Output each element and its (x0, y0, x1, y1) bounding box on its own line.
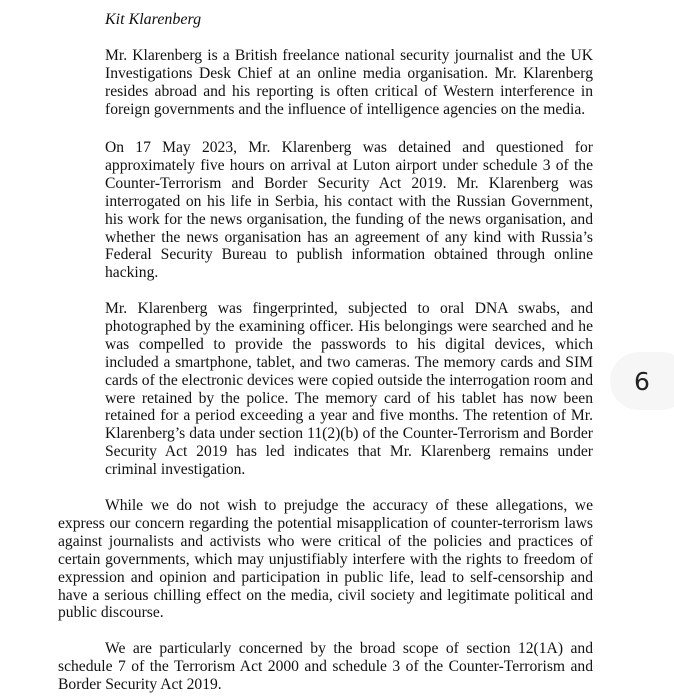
paragraph-device-seizure: Mr. Klarenberg was fingerprinted, subjected to oral DNA swabs, and photographed by the examining officer. His belongings were searched and he was compelled to provide the passwords to his digital devices, which included a smartphone, tablet, and two cameras. The memory cards and SIM cards of the electronic devices were copied outside the interrogation room and were retained by the police. The memory card of his tablet has now been retained for a period exceeding a year and five months. The retention of Mr. Klarenberg’s data under section 11(2)(b) of the Counter-Terrorism and Border Security Act 2019 has led indicates that Mr. Klarenberg remains under criminal investigation. (105, 300, 593, 479)
paragraph-concern: While we do not wish to prejudge the accuracy of these allegations, we express our concern regarding the potential misapplication of counter-terrorism laws against journalists and activists who were critical of the policies and practices of certain governments, which may unjustifiably interfere with the rights to freedom of expression and opinion and participation in public life, lead to self-censorship and have a serious chilling effect on the media, civil society and legitimate political and public discourse. (58, 497, 593, 622)
section-title: Kit Klarenberg (105, 11, 202, 28)
paragraph-detention: On 17 May 2023, Mr. Klarenberg was detained and questioned for approximately five hours on arrival at Luton airport under schedule 3 of the Counter-Terrorism and Border Security Act 2019. Mr. Klarenberg was interrogated on his life in Serbia, his contact with the Russian Government, his work for the news organisation, the funding of the news organisation, and whether the news organisation has an agreement of any kind with Russia’s Federal Security Bureau to publish information obtained through online hacking. (105, 139, 593, 282)
paragraph-legal-scope: We are particularly concerned by the broad scope of section 12(1A) and schedule 7 of the Terrorism Act 2000 and schedule 3 of the Counter-Terrorism and Border Security Act 2019. (58, 640, 593, 693)
page-number: 6 (634, 366, 650, 396)
page-number-indicator[interactable] (610, 352, 674, 410)
paragraph-background: Mr. Klarenberg is a British freelance national security journalist and the UK Investigations Desk Chief at an online media organisation. Mr. Klarenberg resides abroad and his reporting is often critical of Western interference in foreign governments and the influence of intelligence agencies on the media. (105, 47, 593, 118)
